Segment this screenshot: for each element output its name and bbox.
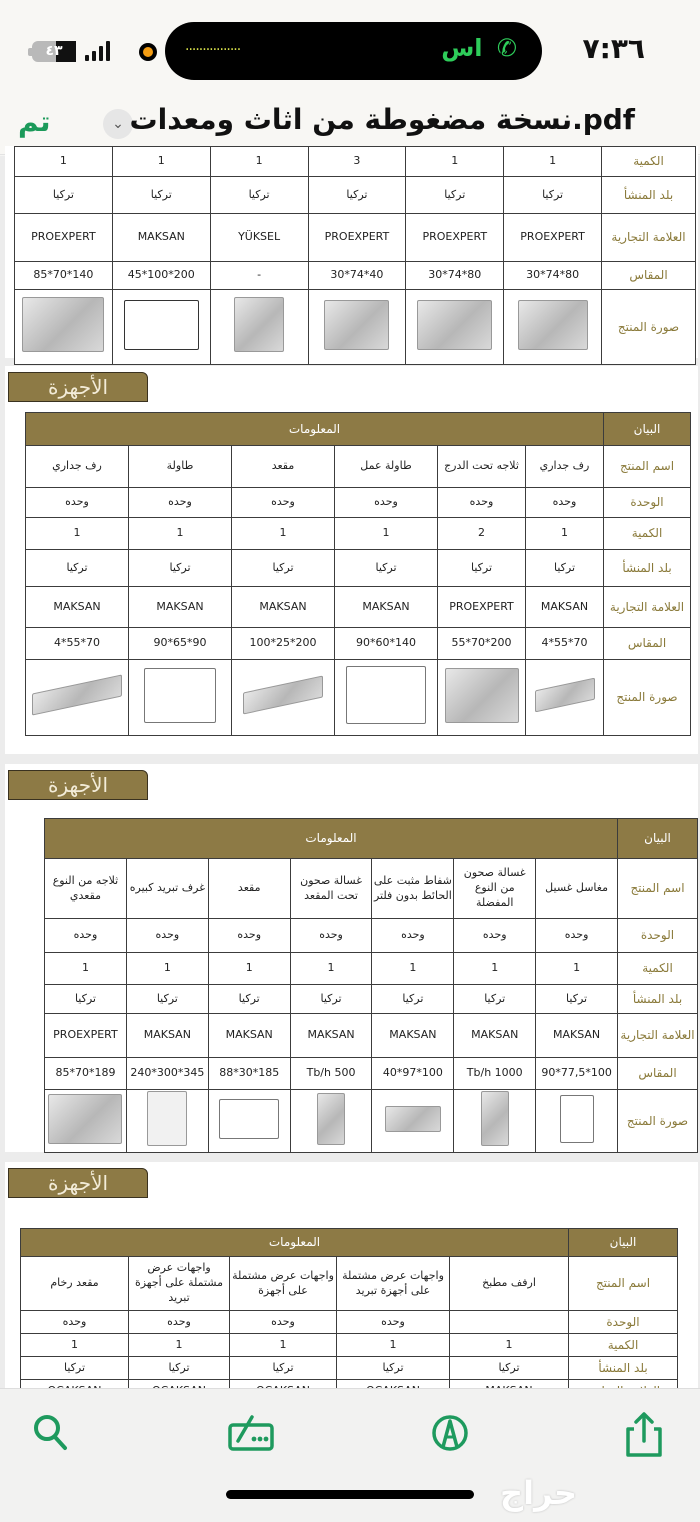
section-tag: الأجهزة xyxy=(8,1168,148,1198)
cell: واجهات عرض مشتملة على أجهزة تبريد xyxy=(129,1257,230,1311)
row-label: بلد المنشأ xyxy=(569,1357,678,1380)
row-label: الكمية xyxy=(604,518,691,550)
cell: وحده xyxy=(126,919,208,953)
table-row xyxy=(15,290,696,365)
spec-table xyxy=(14,146,696,365)
table-row xyxy=(26,628,691,660)
document-title[interactable]: pdf.نسخة مضغوطة من اثاث ومعدات xyxy=(129,103,635,136)
table-row xyxy=(15,177,696,214)
mic-in-use-icon xyxy=(139,43,157,61)
row-label: بلد المنشأ xyxy=(618,985,698,1014)
cell: MAKSAN xyxy=(335,587,438,628)
product-image xyxy=(335,660,438,736)
cell: تركيا xyxy=(536,985,618,1014)
cell: وحده xyxy=(21,1311,129,1334)
table-row xyxy=(26,488,691,518)
cell: 189*70*85 xyxy=(45,1058,127,1090)
cell: تركيا xyxy=(21,1357,129,1380)
dynamic-island-call[interactable] xyxy=(165,22,542,80)
section-tag: الأجهزة xyxy=(8,372,148,402)
cell: 3 xyxy=(308,147,406,177)
cell: وحده xyxy=(290,919,372,953)
cell: وحده xyxy=(232,488,335,518)
cell: وحده xyxy=(208,919,290,953)
pdf-page xyxy=(5,146,698,358)
cell: 345*300*240 xyxy=(126,1058,208,1090)
cell: تركيا xyxy=(335,550,438,587)
cell: 1 xyxy=(406,147,504,177)
cell: 80*74*30 xyxy=(504,262,602,290)
section-tag: الأجهزة xyxy=(8,770,148,800)
row-label: صورة المنتج xyxy=(602,290,696,365)
product-image xyxy=(126,1090,208,1153)
table-row xyxy=(21,1357,678,1380)
table-row xyxy=(45,859,698,919)
cell: وحده xyxy=(129,1311,230,1334)
row-label: بلد المنشأ xyxy=(602,177,696,214)
cell: 90*65*90 xyxy=(129,628,232,660)
cell: مقعد رخام xyxy=(21,1257,129,1311)
cell: تركيا xyxy=(126,985,208,1014)
product-image xyxy=(526,660,604,736)
cell: وحده xyxy=(536,919,618,953)
cell: وحده xyxy=(337,1311,450,1334)
info-header: المعلومات xyxy=(21,1229,569,1257)
cell: تركيا xyxy=(112,177,210,214)
cell: MAKSAN xyxy=(526,587,604,628)
product-image xyxy=(536,1090,618,1153)
cell: وحده xyxy=(454,919,536,953)
cell: مقعد xyxy=(208,859,290,919)
cell: تركيا xyxy=(337,1357,450,1380)
watermark-logo: حراج xyxy=(500,1474,577,1512)
cell: 80*74*30 xyxy=(406,262,504,290)
row-label: العلامة التجارية xyxy=(602,214,696,262)
row-label: صورة المنتج xyxy=(604,660,691,736)
label-column-header: البيان xyxy=(569,1229,678,1257)
cell: 1 xyxy=(15,147,113,177)
cell: 140*60*90 xyxy=(335,628,438,660)
cell: تركيا xyxy=(406,177,504,214)
cell: 1 xyxy=(504,147,602,177)
cell: وحده xyxy=(438,488,526,518)
pdf-page xyxy=(5,764,698,1152)
table-row xyxy=(21,1334,678,1357)
battery-icon xyxy=(32,41,76,62)
cell: MAKSAN xyxy=(112,214,210,262)
row-label: الوحدة xyxy=(604,488,691,518)
cell: 1 xyxy=(454,953,536,985)
table-row xyxy=(45,1014,698,1058)
cell: وحده xyxy=(526,488,604,518)
row-label: المقاس xyxy=(618,1058,698,1090)
table-row xyxy=(45,1058,698,1090)
cell: 1 xyxy=(372,953,454,985)
cell: 1 xyxy=(208,953,290,985)
cell: تركيا xyxy=(210,177,308,214)
cell: MAKSAN xyxy=(126,1014,208,1058)
cell: PROEXPERT xyxy=(406,214,504,262)
cell: تركيا xyxy=(372,985,454,1014)
cell: وحده xyxy=(230,1311,337,1334)
call-label: اس xyxy=(441,34,483,62)
product-image xyxy=(45,1090,127,1153)
cell: 100*77,5*90 xyxy=(536,1058,618,1090)
cell: غرف تبريد كبيره xyxy=(126,859,208,919)
cell: تركيا xyxy=(450,1357,569,1380)
done-button[interactable]: تم xyxy=(18,105,51,138)
label-column-header: البيان xyxy=(618,819,698,859)
cell: MAKSAN xyxy=(372,1014,454,1058)
cell: تركيا xyxy=(290,985,372,1014)
row-label: اسم المنتج xyxy=(569,1257,678,1311)
pdf-viewer[interactable] xyxy=(0,156,700,1388)
search-icon[interactable] xyxy=(32,1411,76,1455)
cell: تركيا xyxy=(438,550,526,587)
row-label: الكمية xyxy=(569,1334,678,1357)
home-indicator[interactable] xyxy=(226,1490,474,1499)
pdf-page xyxy=(5,366,698,754)
product-image xyxy=(112,290,210,365)
cell: وحده xyxy=(129,488,232,518)
cell: 1 xyxy=(129,518,232,550)
product-image xyxy=(438,660,526,736)
pdf-page xyxy=(5,1162,698,1402)
cell: 1 xyxy=(230,1334,337,1357)
table-row xyxy=(45,953,698,985)
info-header: المعلومات xyxy=(45,819,618,859)
cell: 40*74*30 xyxy=(308,262,406,290)
cell: ثلاجه من النوع مقعدي xyxy=(45,859,127,919)
cell: 185*30*88 xyxy=(208,1058,290,1090)
cell: PROEXPERT xyxy=(438,587,526,628)
cell: تركيا xyxy=(230,1357,337,1380)
cell: تركيا xyxy=(454,985,536,1014)
cell: 200*70*55 xyxy=(438,628,526,660)
signal-icon xyxy=(85,41,110,61)
cell: 1 xyxy=(335,518,438,550)
cell: 1 xyxy=(129,1334,230,1357)
table-row xyxy=(26,660,691,736)
cell: 1 xyxy=(112,147,210,177)
row-label: اسم المنتج xyxy=(604,446,691,488)
cell: تركيا xyxy=(208,985,290,1014)
cell: MAKSAN xyxy=(232,587,335,628)
cell: تركيا xyxy=(129,1357,230,1380)
cell: 1 xyxy=(290,953,372,985)
cell: PROEXPERT xyxy=(45,1014,127,1058)
table-header-row xyxy=(26,413,691,446)
cell: MAKSAN xyxy=(454,1014,536,1058)
cell: واجهات عرض مشتملة على أجهزة تبريد xyxy=(337,1257,450,1311)
cell: 1000 Tb/h xyxy=(454,1058,536,1090)
cell: تركيا xyxy=(504,177,602,214)
phone-icon: ✆ xyxy=(496,34,517,62)
cell: 200*100*45 xyxy=(112,262,210,290)
cell: MAKSAN xyxy=(208,1014,290,1058)
spec-table xyxy=(44,818,698,1153)
cell: تركيا xyxy=(26,550,129,587)
battery-level: ٤٣ xyxy=(45,43,63,59)
cell: 70*55*4 xyxy=(26,628,129,660)
table-row xyxy=(15,147,696,177)
product-image xyxy=(15,290,113,365)
cell: وحده xyxy=(45,919,127,953)
product-image xyxy=(406,290,504,365)
row-label: العلامة التجارية xyxy=(618,1014,698,1058)
cell: 1 xyxy=(526,518,604,550)
product-image xyxy=(129,660,232,736)
product-image xyxy=(372,1090,454,1153)
cell: 200*25*100 xyxy=(232,628,335,660)
cell: PROEXPERT xyxy=(308,214,406,262)
cell: 1 xyxy=(26,518,129,550)
cell: تركيا xyxy=(129,550,232,587)
cell: 100*97*40 xyxy=(372,1058,454,1090)
cell: شفاط مثبت على الحائط بدون فلتر xyxy=(372,859,454,919)
cell: تركيا xyxy=(526,550,604,587)
cell: مغاسل غسيل xyxy=(536,859,618,919)
cell: 500 Tb/h xyxy=(290,1058,372,1090)
cell: تركيا xyxy=(45,985,127,1014)
product-image xyxy=(308,290,406,365)
cell: MAKSAN xyxy=(290,1014,372,1058)
row-label: العلامة التجارية xyxy=(604,587,691,628)
table-row xyxy=(21,1311,678,1334)
share-icon[interactable] xyxy=(622,1411,666,1455)
row-label: الوحدة xyxy=(618,919,698,953)
cell: تركيا xyxy=(15,177,113,214)
call-indicator xyxy=(441,34,517,62)
table-row xyxy=(26,587,691,628)
cell: طاولة xyxy=(129,446,232,488)
bottom-toolbar xyxy=(0,1388,700,1522)
product-image xyxy=(290,1090,372,1153)
table-row xyxy=(26,446,691,488)
cell: 1 xyxy=(450,1334,569,1357)
status-bar xyxy=(0,0,700,95)
row-label: الكمية xyxy=(602,147,696,177)
markup-pen-icon[interactable] xyxy=(430,1411,474,1455)
cell: 140*70*85 xyxy=(15,262,113,290)
product-image xyxy=(232,660,335,736)
cell: واجهات عرض مشتملة على أجهزة xyxy=(230,1257,337,1311)
info-header: المعلومات xyxy=(26,413,604,446)
cell xyxy=(450,1311,569,1334)
product-image xyxy=(504,290,602,365)
cell: MAKSAN xyxy=(536,1014,618,1058)
cell: رف جداري xyxy=(26,446,129,488)
cell: PROEXPERT xyxy=(15,214,113,262)
spec-table xyxy=(20,1228,678,1404)
cell: PROEXPERT xyxy=(504,214,602,262)
cell: 1 xyxy=(337,1334,450,1357)
call-waveform: ................ xyxy=(185,38,241,54)
cell: 1 xyxy=(232,518,335,550)
cell: رف جداري xyxy=(526,446,604,488)
row-label: صورة المنتج xyxy=(618,1090,698,1153)
cell: ارفف مطبخ xyxy=(450,1257,569,1311)
cell: غسالة صحون من النوع المفضلة xyxy=(454,859,536,919)
cell: MAKSAN xyxy=(26,587,129,628)
chevron-down-icon[interactable]: ⌄ xyxy=(103,109,133,139)
cell: وحده xyxy=(335,488,438,518)
table-row xyxy=(15,262,696,290)
cell: 70*55*4 xyxy=(526,628,604,660)
spec-table xyxy=(25,412,691,736)
product-image xyxy=(454,1090,536,1153)
cell: تركيا xyxy=(232,550,335,587)
clock: ٧:٣٦ xyxy=(582,32,645,65)
product-image xyxy=(210,290,308,365)
cell: 1 xyxy=(45,953,127,985)
table-header-row xyxy=(45,819,698,859)
row-label: بلد المنشأ xyxy=(604,550,691,587)
cell: غسالة صحون تحت المقعد xyxy=(290,859,372,919)
table-row xyxy=(26,550,691,587)
cell: MAKSAN xyxy=(129,587,232,628)
cell: مقعد xyxy=(232,446,335,488)
table-header-row xyxy=(21,1229,678,1257)
row-label: اسم المنتج xyxy=(618,859,698,919)
table-row xyxy=(21,1257,678,1311)
cell: تركيا xyxy=(308,177,406,214)
cell: ثلاجه تحت الدرج xyxy=(438,446,526,488)
table-row xyxy=(45,985,698,1014)
cell: 1 xyxy=(210,147,308,177)
row-label: المقاس xyxy=(602,262,696,290)
cell: 1 xyxy=(126,953,208,985)
cell: طاولة عمل xyxy=(335,446,438,488)
cell: وحده xyxy=(372,919,454,953)
row-label: الكمية xyxy=(618,953,698,985)
row-label: الوحدة xyxy=(569,1311,678,1334)
cell: وحده xyxy=(26,488,129,518)
form-fill-icon[interactable] xyxy=(226,1411,278,1455)
cell: 2 xyxy=(438,518,526,550)
cell: - xyxy=(210,262,308,290)
table-row xyxy=(45,1090,698,1153)
cell: YÜKSEL xyxy=(210,214,308,262)
row-label: المقاس xyxy=(604,628,691,660)
cell: 1 xyxy=(21,1334,129,1357)
table-row xyxy=(15,214,696,262)
product-image xyxy=(26,660,129,736)
cell: 1 xyxy=(536,953,618,985)
table-row xyxy=(45,919,698,953)
label-column-header: البيان xyxy=(604,413,691,446)
table-row xyxy=(26,518,691,550)
product-image xyxy=(208,1090,290,1153)
